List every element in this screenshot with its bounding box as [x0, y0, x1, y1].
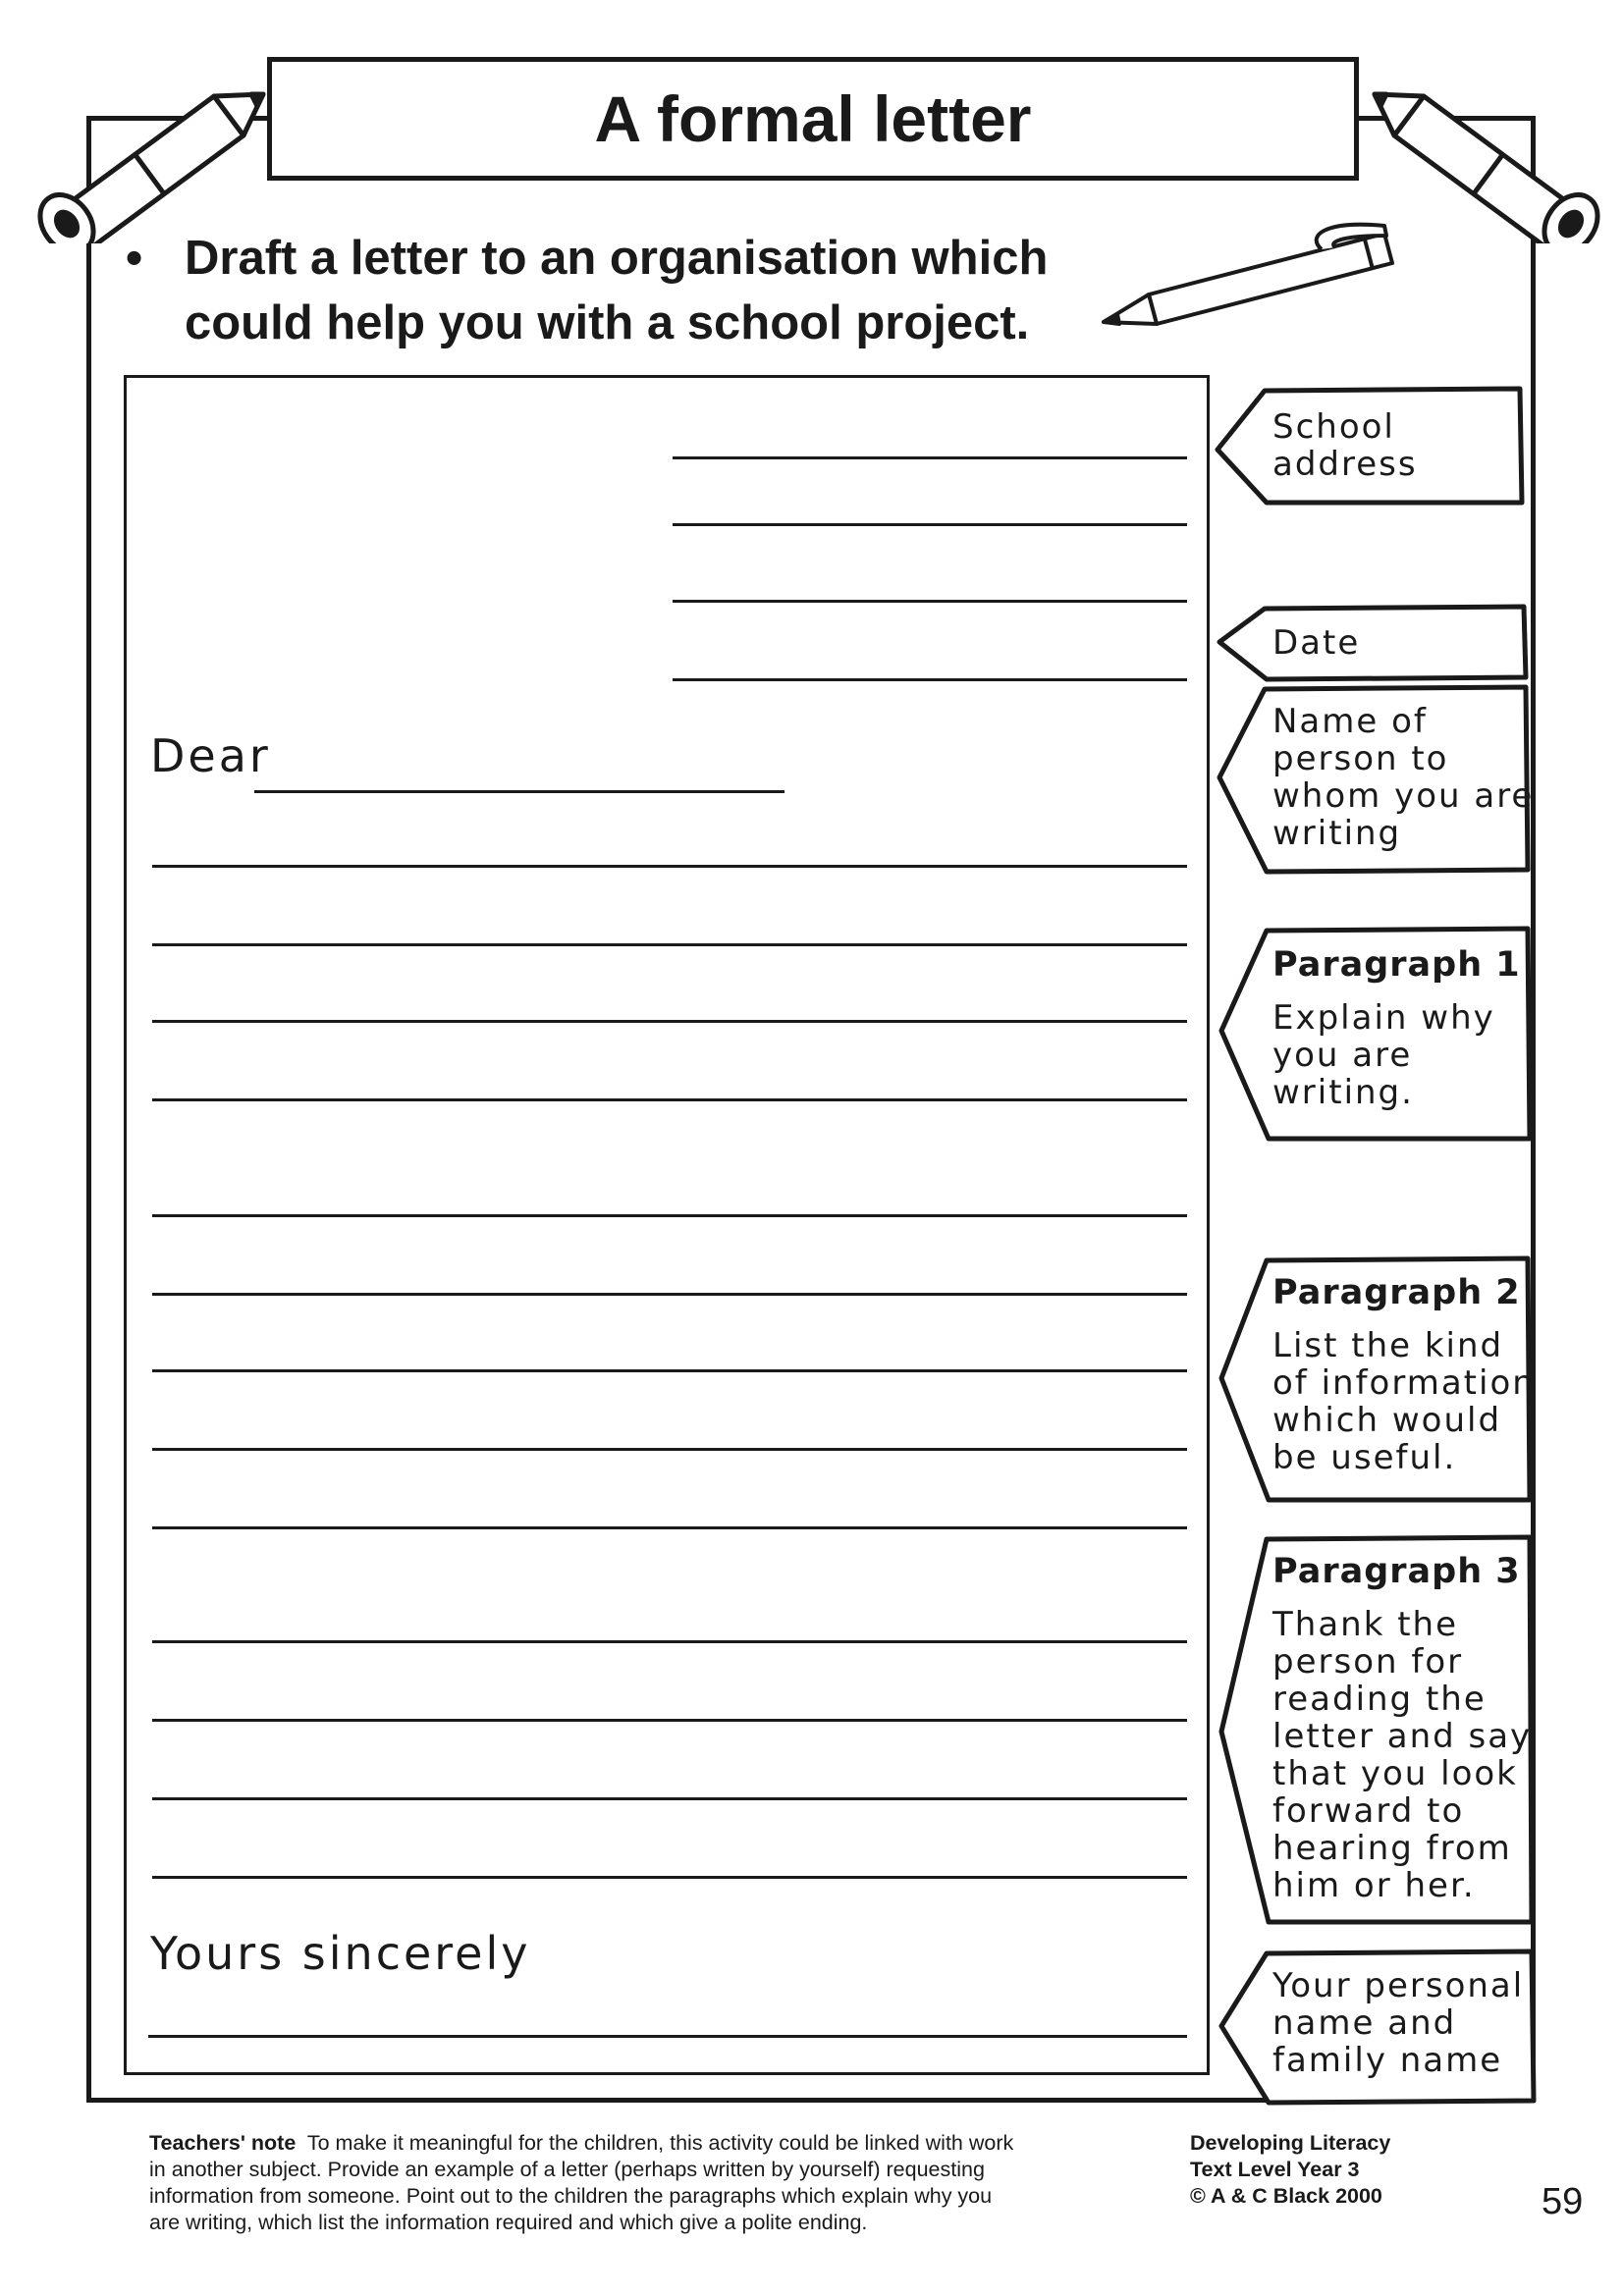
recipient-name-line[interactable] [254, 790, 784, 793]
tag-text: which would [1272, 1401, 1502, 1440]
tag-text: writing [1272, 814, 1402, 853]
page-title: A formal letter [267, 57, 1359, 181]
tag-text: List the kind [1272, 1326, 1504, 1365]
teachers-note-label: Teachers' note [149, 2131, 297, 2155]
tag-text: forward to [1272, 1791, 1465, 1831]
writing-line[interactable] [152, 865, 1187, 868]
tag-text: Date [1272, 623, 1361, 663]
pencil-left-icon [18, 77, 283, 243]
tag-text: hearing from [1272, 1829, 1512, 1868]
tag-text: whom you are [1272, 776, 1535, 816]
tag-heading: Paragraph 3 [1272, 1552, 1521, 1591]
publisher-line: Text Level Year 3 [1190, 2158, 1360, 2181]
instruction-text: Draft a letter to an organisation which could help you with a school project. [185, 232, 1049, 349]
tag-heading: Paragraph 1 [1272, 945, 1521, 985]
writing-line[interactable] [152, 1797, 1187, 1800]
tag-text: that you look [1272, 1754, 1518, 1793]
publisher-line: © A & C Black 2000 [1190, 2184, 1382, 2208]
tag-paragraph-2 [1272, 1274, 1536, 1476]
teachers-note-line: information from someone. Point out to the children the paragraphs which explain why you [149, 2184, 993, 2208]
tag-text: Thank the [1272, 1605, 1458, 1644]
tag-text: person to [1272, 739, 1449, 778]
writing-line[interactable] [152, 1098, 1187, 1101]
address-line[interactable] [673, 523, 1187, 526]
tag-text: of information [1272, 1363, 1536, 1403]
address-line[interactable] [673, 600, 1187, 603]
publisher-info [1190, 2130, 1426, 2210]
tag-text: be useful. [1272, 1438, 1457, 1477]
tag-paragraph-1 [1272, 946, 1521, 1111]
tag-school-address [1272, 408, 1418, 483]
writing-line[interactable] [152, 1020, 1187, 1023]
teachers-note-line: are writing, which list the information required and which give a polite ending. [149, 2211, 868, 2234]
closing-text: Yours sincerely [150, 1927, 531, 1980]
teachers-note-text: To make it meaningful for the children, this activity could be linked with work [306, 2131, 1014, 2155]
tag-recipient-name [1272, 703, 1534, 852]
tag-text: letter and say [1272, 1717, 1533, 1756]
tag-text: address [1272, 445, 1418, 484]
writing-line[interactable] [152, 1369, 1187, 1372]
tag-text: person for [1272, 1642, 1464, 1682]
pen-icon [1090, 206, 1424, 344]
tag-text: writing. [1272, 1073, 1414, 1112]
tag-text: reading the [1272, 1680, 1487, 1719]
tag-text: Explain why [1272, 998, 1495, 1038]
writing-line[interactable] [152, 1214, 1187, 1217]
writing-line[interactable] [152, 1526, 1187, 1529]
tag-personal-name [1272, 1967, 1524, 2079]
tag-text: you are [1272, 1036, 1413, 1075]
writing-line[interactable] [152, 1876, 1187, 1879]
instruction-bullet: • [126, 232, 143, 285]
letter-writing-area [124, 375, 1210, 2075]
tag-date [1272, 624, 1360, 662]
writing-line[interactable] [152, 1640, 1187, 1643]
tag-paragraph-3 [1272, 1553, 1532, 1904]
teachers-note [149, 2130, 1131, 2236]
date-line[interactable] [673, 678, 1187, 681]
publisher-line: Developing Literacy [1190, 2131, 1391, 2155]
greeting-text: Dear [150, 729, 271, 782]
tag-text: name and [1272, 2003, 1457, 2043]
page-number: 59 [1542, 2181, 1584, 2222]
writing-line[interactable] [152, 1293, 1187, 1296]
tag-heading: Paragraph 2 [1272, 1273, 1521, 1312]
writing-line[interactable] [152, 1719, 1187, 1722]
address-line[interactable] [673, 456, 1187, 459]
tag-text: him or her. [1272, 1866, 1476, 1905]
tag-text: School [1272, 407, 1395, 447]
teachers-note-line [149, 2130, 1131, 2157]
tag-text: Your personal [1272, 1966, 1525, 2005]
signature-line[interactable] [148, 2035, 1187, 2038]
tag-text: Name of [1272, 702, 1428, 741]
tag-text: family name [1272, 2041, 1503, 2080]
writing-line[interactable] [152, 1448, 1187, 1451]
teachers-note-line: in another subject. Provide an example of a letter (perhaps written by yourself) requesting [149, 2158, 985, 2181]
writing-line[interactable] [152, 943, 1187, 946]
